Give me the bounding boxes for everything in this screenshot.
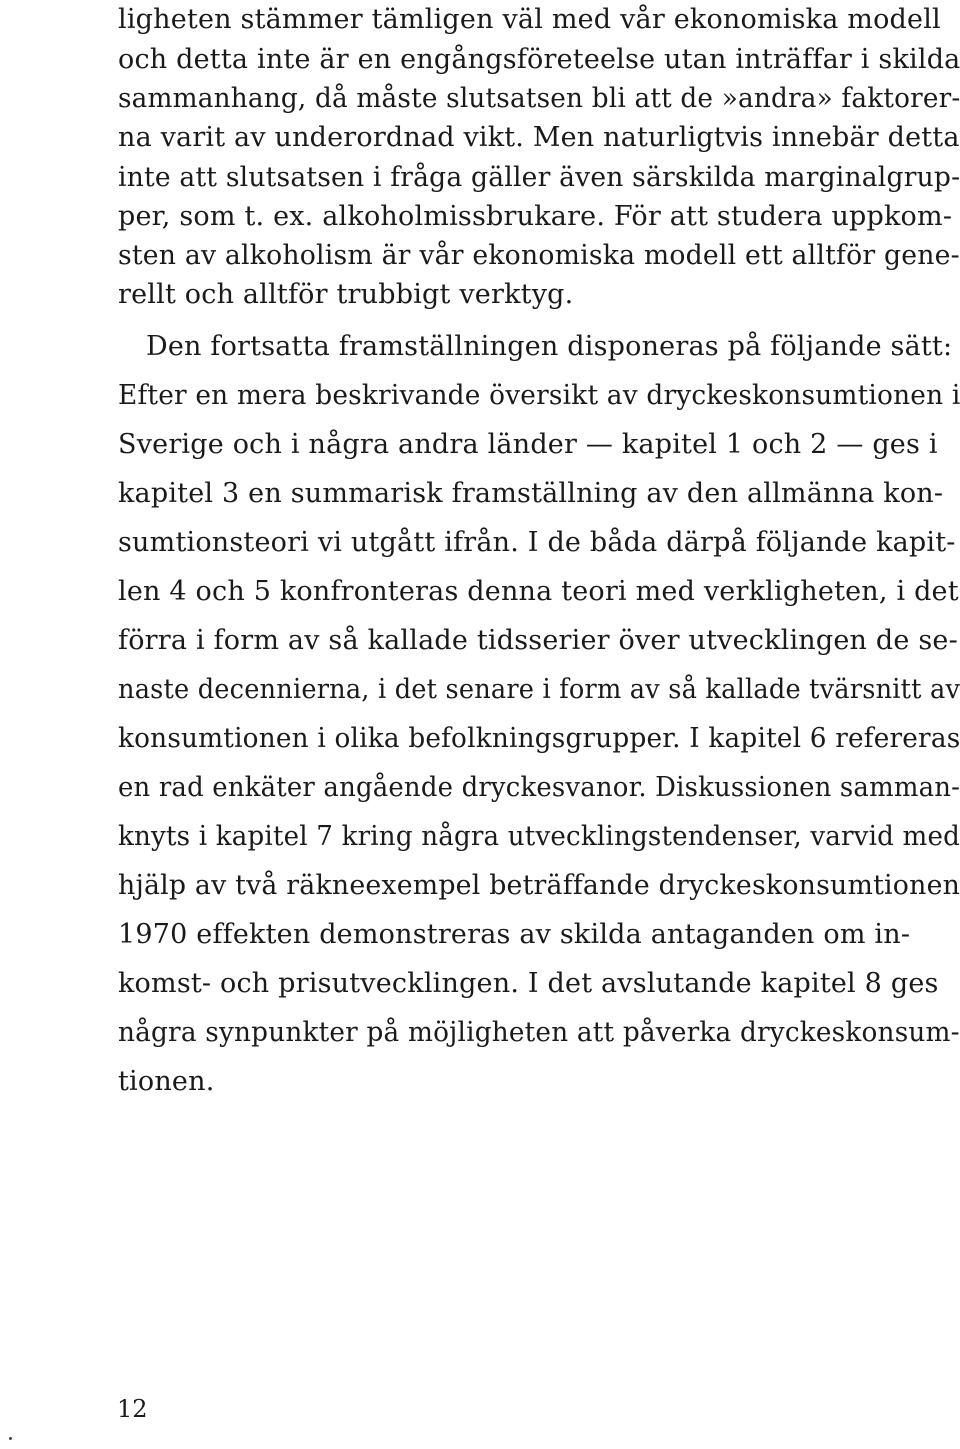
- text-line: 1970 effekten demonstreras av skilda antaganden om in-: [118, 919, 911, 950]
- text-line: sten av alkoholism är vår ekonomiska modell ett alltför gene-: [118, 240, 960, 271]
- page-number: 12: [117, 1395, 148, 1423]
- text-line: knyts i kapitel 7 kring några utvecklingstendenser, varvid med: [118, 821, 960, 852]
- text-line: och detta inte är en engångsföreteelse utan inträffar i skilda: [118, 44, 960, 75]
- text-line: tionen.: [118, 1066, 215, 1097]
- text-line: Sverige och i några andra länder — kapitel 1 och 2 — ges i: [118, 429, 938, 460]
- text-line: hjälp av två räkneexempel beträffande dryckeskonsumtionen: [118, 870, 960, 901]
- text-line: sumtionsteori vi utgått ifrån. I de båda därpå följande kapit-: [118, 527, 956, 558]
- text-line: Efter en mera beskrivande översikt av dryckeskonsumtionen i: [118, 380, 960, 411]
- text-line: sammanhang, då måste slutsatsen bli att de »andra» faktorer-: [118, 83, 960, 114]
- text-line: ligheten stämmer tämligen väl med vår ekonomiska modell: [118, 4, 941, 35]
- text-line: komst- och prisutvecklingen. I det avslutande kapitel 8 ges: [118, 968, 939, 999]
- text-line: inte att slutsatsen i fråga gäller även särskilda marginalgrup-: [118, 162, 960, 193]
- text-line: konsumtionen i olika befolkningsgrupper. I kapitel 6 refereras: [118, 723, 960, 754]
- text-line: len 4 och 5 konfronteras denna teori med verkligheten, i det: [118, 576, 959, 607]
- text-line: förra i form av så kallade tidsserier över utvecklingen de se-: [118, 625, 958, 656]
- text-line: några synpunkter på möjligheten att påverka dryckeskonsum-: [118, 1017, 960, 1048]
- text-line: rellt och alltför trubbigt verktyg.: [118, 279, 574, 310]
- text-line: per, som t. ex. alkoholmissbrukare. För att studera uppkom-: [118, 201, 953, 232]
- text-line: naste decennierna, i det senare i form av så kallade tvärsnitt av: [118, 674, 960, 705]
- text-line: en rad enkäter angående dryckesvanor. Diskussionen samman-: [118, 772, 960, 803]
- text-line: kapitel 3 en summarisk framställning av den allmänna kon-: [118, 478, 944, 509]
- text-line: na varit av underordnad vikt. Men naturligtvis innebär detta: [118, 122, 960, 153]
- scan-speck: [9, 1437, 12, 1440]
- paragraph-first-line: Den fortsatta framställningen disponeras på följande sätt:: [146, 331, 953, 362]
